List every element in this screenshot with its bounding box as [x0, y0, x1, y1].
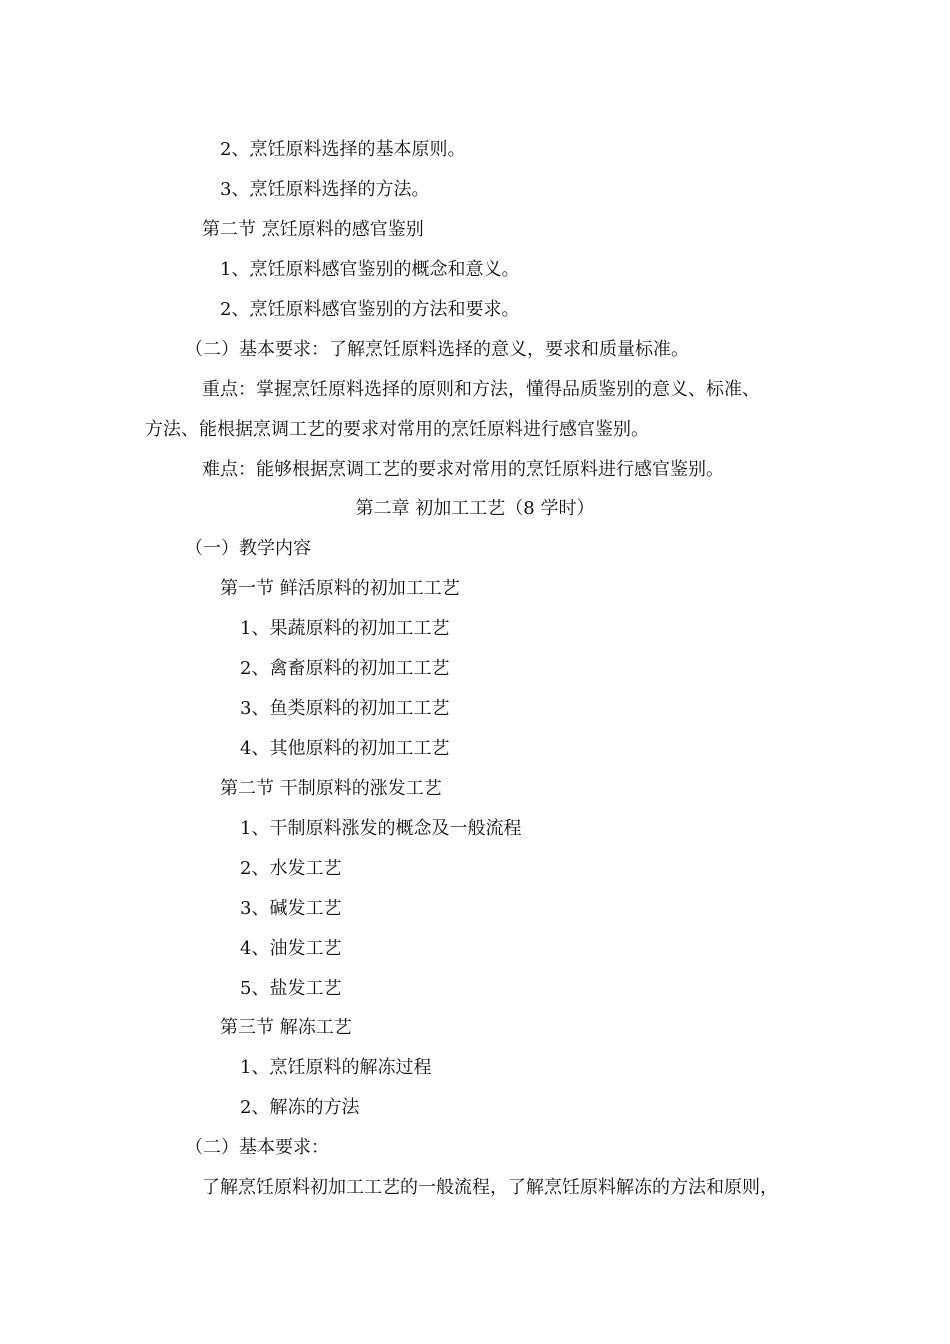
list-item: 2、烹饪原料感官鉴别的方法和要求。 [220, 299, 520, 320]
key-points-paragraph: 重点：掌握烹饪原料选择的原则和方法，懂得品质鉴别的意义、标准、 [202, 379, 760, 400]
section-heading: 第一节 鲜活原料的初加工工艺 [220, 578, 460, 599]
list-item: 3、碱发工艺 [240, 898, 342, 919]
section-heading: 第三节 解冻工艺 [220, 1017, 352, 1038]
subsection-heading: （二）基本要求： [185, 1137, 329, 1158]
list-item: 4、油发工艺 [240, 938, 342, 959]
list-item: 1、干制原料涨发的概念及一般流程 [240, 818, 522, 839]
list-item: 4、其他原料的初加工工艺 [240, 738, 450, 759]
subsection-heading: （一）教学内容 [185, 538, 311, 559]
key-points-paragraph-continued: 方法、能根据烹调工艺的要求对常用的烹饪原料进行感官鉴别。 [145, 419, 649, 440]
requirements-paragraph: （二）基本要求：了解烹饪原料选择的意义，要求和质量标准。 [185, 339, 689, 360]
list-item: 2、烹饪原料选择的基本原则。 [220, 139, 466, 160]
list-item: 2、解冻的方法 [240, 1097, 360, 1118]
list-item: 5、盐发工艺 [240, 978, 342, 999]
chapter-title: 第二章 初加工工艺（8 学时） [355, 498, 595, 519]
list-item: 2、水发工艺 [240, 858, 342, 879]
list-item: 3、鱼类原料的初加工工艺 [240, 698, 450, 719]
list-item: 2、禽畜原料的初加工工艺 [240, 658, 450, 679]
list-item: 1、果蔬原料的初加工工艺 [240, 618, 450, 639]
list-item: 1、烹饪原料感官鉴别的概念和意义。 [220, 259, 520, 280]
list-item: 3、烹饪原料选择的方法。 [220, 179, 430, 200]
difficulties-paragraph: 难点：能够根据烹调工艺的要求对常用的烹饪原料进行感官鉴别。 [202, 459, 724, 480]
section-heading: 第二节 烹饪原料的感官鉴别 [202, 219, 424, 240]
list-item: 1、烹饪原料的解冻过程 [240, 1057, 432, 1078]
requirements-paragraph: 了解烹饪原料初加工工艺的一般流程，了解烹饪原料解冻的方法和原则， [202, 1177, 778, 1198]
section-heading: 第二节 干制原料的涨发工艺 [220, 778, 442, 799]
